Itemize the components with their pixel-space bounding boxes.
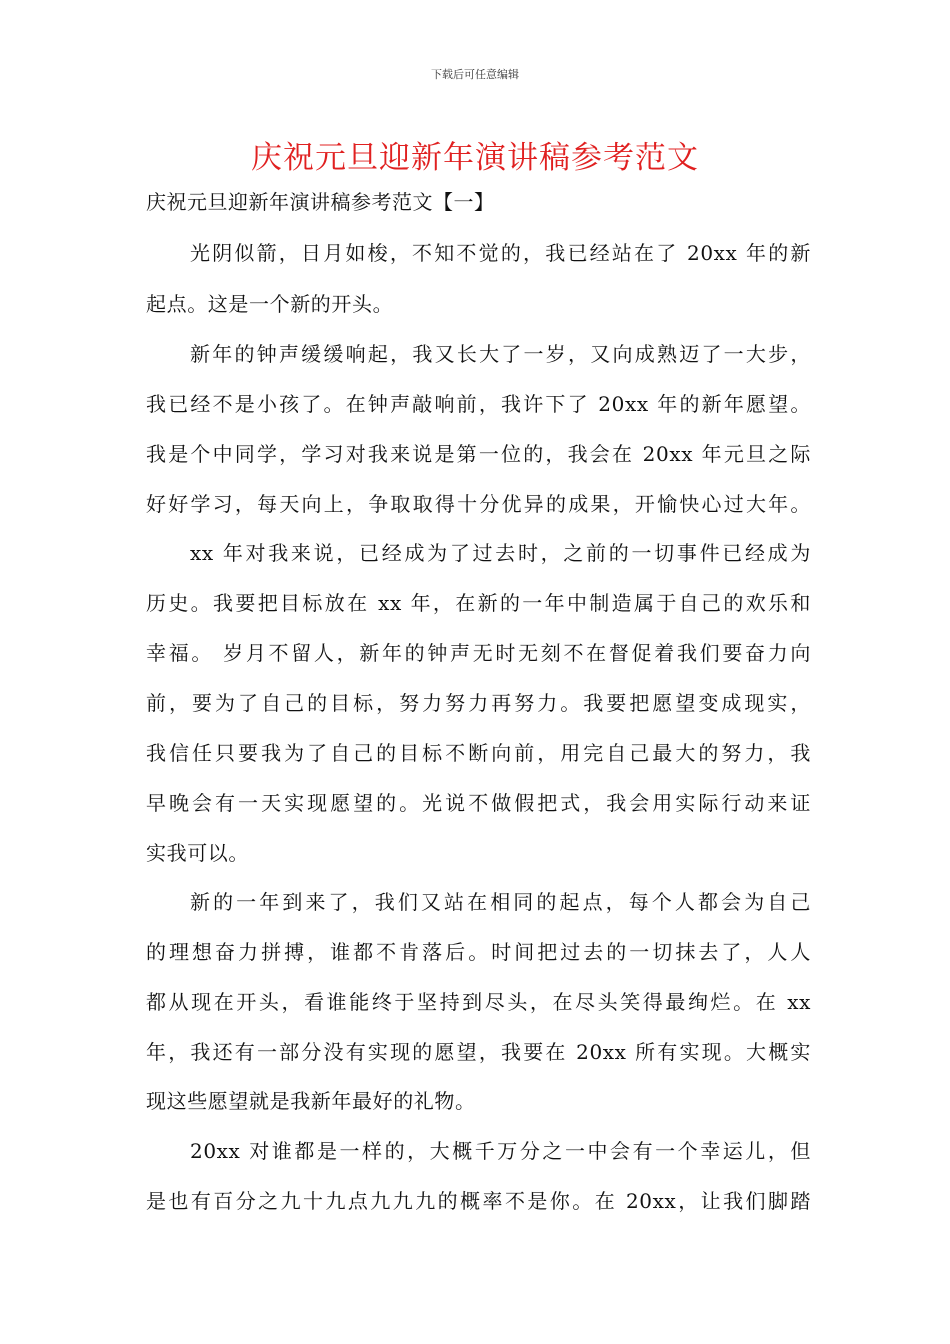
paragraph-line: 我是个中同学，学习对我来说是第一位的，我会在 20xx 年元旦之际 — [146, 442, 811, 466]
paragraph-line: 我信任只要我为了自己的目标不断向前，用完自己最大的努力，我 — [146, 741, 811, 765]
paragraph-line: 20xx 对谁都是一样的，大概千万分之一中会有一个幸运儿，但 — [190, 1139, 811, 1163]
section-subtitle: 庆祝元旦迎新年演讲稿参考范文【一】 — [146, 190, 495, 214]
paragraph-line: 新的一年到来了，我们又站在相同的起点，每个人都会为自己 — [190, 890, 811, 914]
paragraph-line: 我已经不是小孩了。在钟声敲响前，我许下了 20xx 年的新年愿望。 — [146, 392, 811, 416]
paragraph-line: 实我可以。 — [146, 841, 249, 865]
paragraph-line: 年，我还有一部分没有实现的愿望，我要在 20xx 所有实现。大概实 — [146, 1040, 811, 1064]
paragraph-line: 现这些愿望就是我新年最好的礼物。 — [146, 1089, 476, 1113]
paragraph-line: 前，要为了自己的目标，努力努力再努力。我要把愿望变成现实， — [146, 691, 811, 715]
paragraph-line: 光阴似箭，日月如梭，不知不觉的，我已经站在了 20xx 年的新 — [190, 241, 811, 265]
paragraph-line: 好好学习，每天向上，争取取得十分优异的成果，开愉快心过大年。 — [146, 492, 811, 516]
paragraph-line: 早晚会有一天实现愿望的。光说不做假把式，我会用实际行动来证 — [146, 791, 811, 815]
paragraph-line: xx 年对我来说，已经成为了过去时，之前的一切事件已经成为 — [190, 541, 811, 565]
paragraph-line: 幸福。 岁月不留人，新年的钟声无时无刻不在督促着我们要奋力向 — [146, 641, 811, 665]
paragraph-line: 都从现在开头，看谁能终于坚持到尽头，在尽头笑得最绚烂。在 xx — [146, 990, 811, 1014]
paragraph-line: 历史。我要把目标放在 xx 年，在新的一年中制造属于自己的欢乐和 — [146, 591, 811, 615]
paragraph-line: 是也有百分之九十九点九九九的概率不是你。在 20xx，让我们脚踏 — [146, 1189, 811, 1213]
document-title: 庆祝元旦迎新年演讲稿参考范文 — [251, 140, 699, 176]
paragraph-line: 的理想奋力拼搏，谁都不肯落后。时间把过去的一切抹去了，人人 — [146, 940, 811, 964]
paragraph-line: 起点。这是一个新的开头。 — [146, 292, 394, 316]
paragraph-line: 新年的钟声缓缓响起，我又长大了一岁，又向成熟迈了一大步， — [190, 342, 811, 366]
header-note: 下载后可任意编辑 — [431, 68, 519, 81]
